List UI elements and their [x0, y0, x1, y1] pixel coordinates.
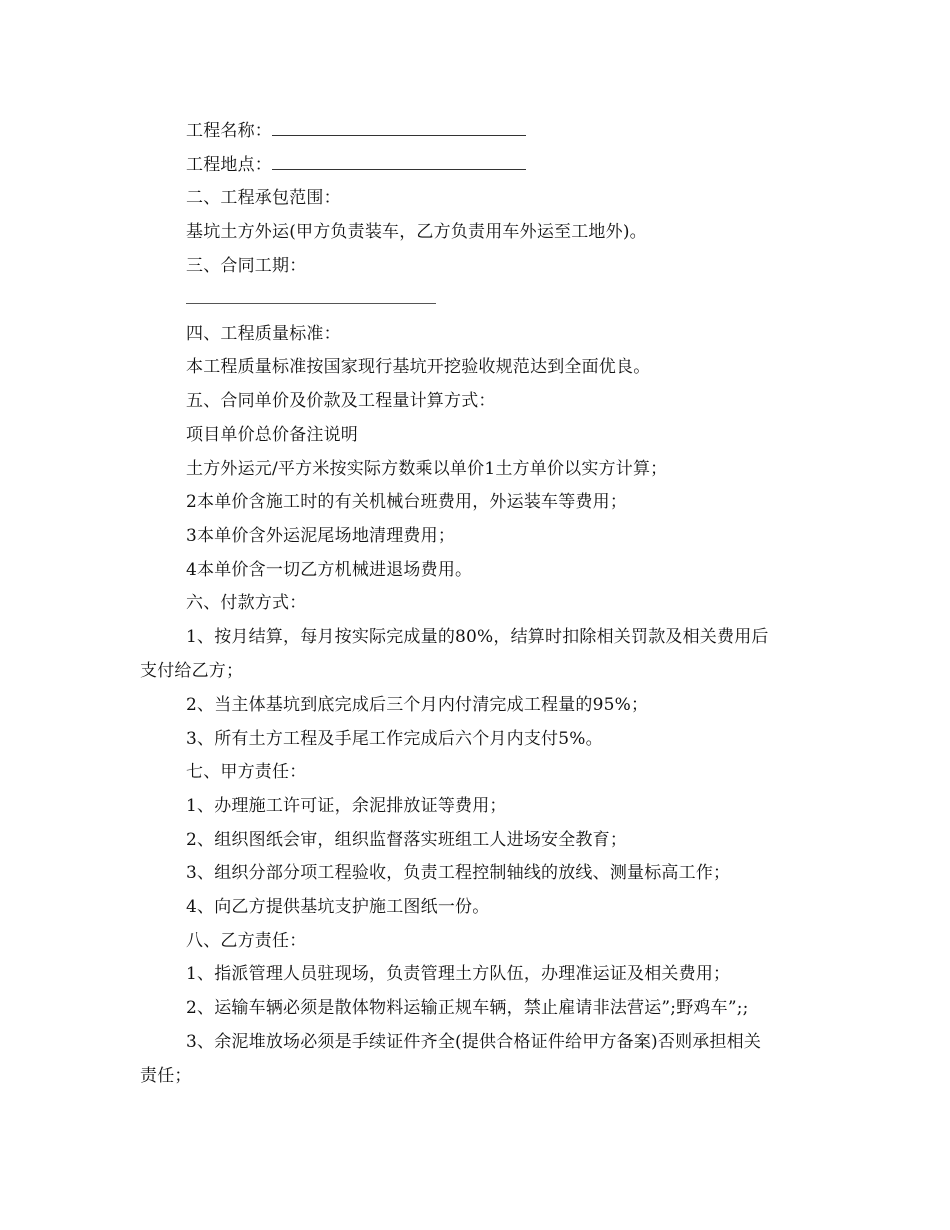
project-location-line — [186, 155, 526, 175]
section-6-heading: 六、付款方式： — [186, 593, 307, 613]
section-7-heading: 七、甲方责任： — [186, 762, 307, 782]
project-location-label: 工程地点： — [186, 155, 272, 175]
party-b-item-3: 3、余泥堆放场必须是手续证件齐全(提供合格证件给甲方备案)否则承担相关 — [186, 1032, 762, 1052]
project-name-line — [186, 121, 526, 141]
section-2-text: 基坑土方外运(甲方负责装车，乙方负责用车外运至工地外)。 — [186, 222, 647, 242]
party-a-item-3: 3、组织分部分项工程验收，负责工程控制轴线的放线、测量标高工作； — [186, 863, 731, 883]
price-item-2: 2本单价含施工时的有关机械台班费用，外运装车等费用； — [186, 492, 628, 512]
payment-item-2: 2、当主体基坑到底完成后三个月内付清完成工程量的95%； — [186, 695, 649, 715]
contract-period-blank[interactable] — [186, 303, 436, 304]
price-item-3: 3本单价含外运泥尾场地清理费用； — [186, 526, 456, 546]
project-location-blank[interactable] — [272, 155, 526, 170]
party-b-item-1: 1、指派管理人员驻现场，负责管理土方队伍，办理准运证及相关费用； — [186, 964, 731, 984]
section-4-text: 本工程质量标准按国家现行基坑开挖验收规范达到全面优良。 — [186, 357, 651, 377]
party-a-item-2: 2、组织图纸会审，组织监督落实班组工人进场安全教育； — [186, 830, 628, 850]
party-b-item-3-cont: 责任； — [140, 1066, 192, 1086]
payment-item-1: 1、按月结算，每月按实际完成量的80%，结算时扣除相关罚款及相关费用后 — [186, 627, 769, 647]
price-item-1: 土方外运元/平方米按实际方数乘以单价1土方单价以实方计算； — [186, 459, 668, 479]
price-item-4: 4本单价含一切乙方机械进退场费用。 — [186, 560, 473, 580]
section-2-heading: 二、工程承包范围： — [186, 188, 341, 208]
payment-item-3: 3、所有土方工程及手尾工作完成后六个月内支付5%。 — [186, 729, 603, 749]
section-5-heading: 五、合同单价及价款及工程量计算方式： — [186, 391, 496, 411]
project-name-label: 工程名称： — [186, 121, 272, 141]
price-table-header: 项目单价总价备注说明 — [186, 425, 358, 445]
payment-item-1-cont: 支付给乙方； — [140, 661, 244, 681]
project-name-blank[interactable] — [272, 121, 526, 136]
party-a-item-4: 4、向乙方提供基坑支护施工图纸一份。 — [186, 897, 490, 917]
section-3-heading: 三、合同工期： — [186, 256, 307, 276]
section-8-heading: 八、乙方责任： — [186, 931, 307, 951]
party-b-item-2: 2、运输车辆必须是散体物料运输正规车辆，禁止雇请非法营运”;野鸡车”;; — [186, 998, 749, 1018]
section-4-heading: 四、工程质量标准： — [186, 324, 341, 344]
party-a-item-1: 1、办理施工许可证，余泥排放证等费用； — [186, 796, 507, 816]
